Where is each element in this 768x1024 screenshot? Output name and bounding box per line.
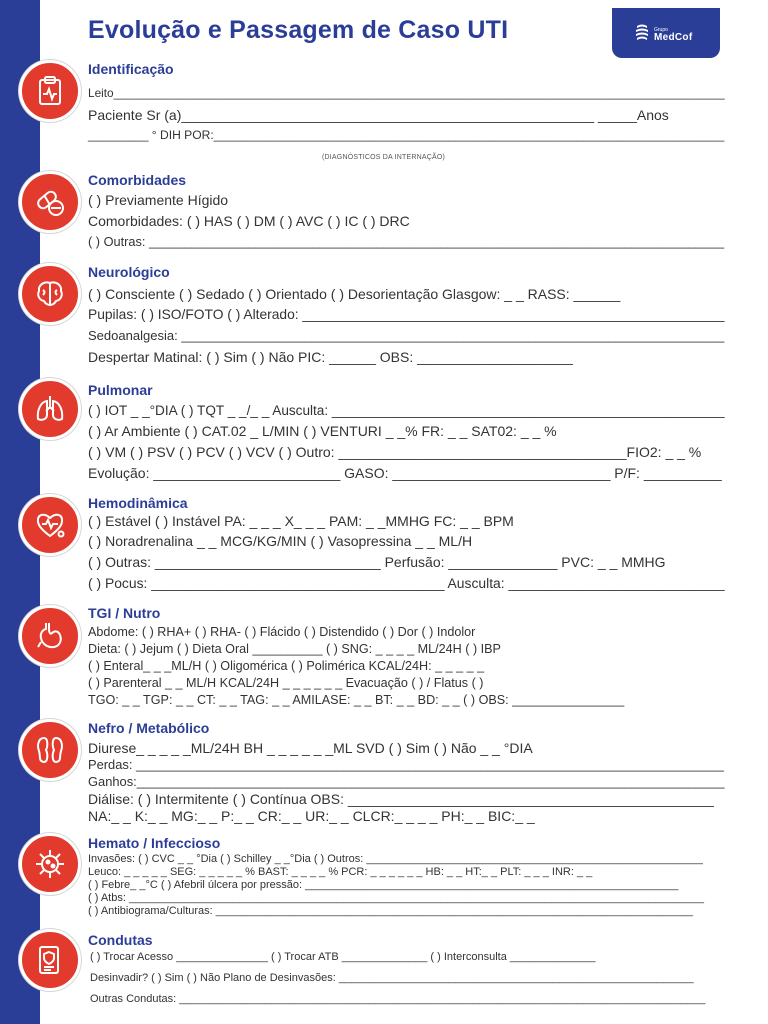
virus-icon [19, 833, 81, 895]
section-title-condutas: Condutas [88, 932, 153, 948]
field-comorbidades: Comorbidades: ( ) HAS ( ) DM ( ) AVC ( ) IC ( ) DRC [88, 213, 410, 229]
logo-brand-text: MedCof [654, 32, 693, 43]
field-diurese: Diurese_ _ _ _ _ML/24H BH _ _ _ _ _ _ML SVD ( ) Sim ( ) Não _ _ °DIA [88, 740, 533, 756]
field-ventilacao: ( ) VM ( ) PSV ( ) PCV ( ) VCV ( ) Outro: _____________________________________FIO2: _ _ % [88, 444, 702, 460]
field-ar-ambiente: ( ) Ar Ambiente ( ) CAT.02 _ L/MIN ( ) VENTURI _ _% FR: _ _ SAT02: _ _ % [88, 423, 557, 439]
section-title-nefro-metabolico: Nefro / Metabólico [88, 720, 210, 736]
heart-stethoscope-icon [19, 494, 81, 556]
section-title-comorbidades: Comorbidades [88, 172, 187, 188]
field-previamente-higido: ( ) Previamente Hígido [88, 192, 229, 208]
logo-group-text: Grupo [654, 27, 668, 33]
field-outras-condutas: Outras Condutas: ______________________________________________________________________________________ [90, 993, 706, 1005]
field-abdome: Abdome: ( ) RHA+ ( ) RHA- ( ) Flácido ( ) Distendido ( ) Dor ( ) Indolor [88, 625, 476, 639]
lungs-icon [19, 378, 81, 440]
field-pupilas: Pupilas: ( ) ISO/FOTO ( ) Alterado: _______________________________________________________ [88, 307, 725, 322]
kidney-icon [19, 719, 81, 781]
field-laboratorio-hepatico: TGO: _ _ TGP: _ _ CT: _ _ TAG: _ _ AMILASE: _ _ BT: _ _ BD: _ _ ( ) OBS: ________________ [88, 693, 625, 707]
clipboard-icon [19, 60, 81, 122]
field-atbs: ( ) Atbs: ______________________________________________________________________________________________ [88, 892, 705, 904]
logo-mark-icon [634, 23, 650, 41]
field-outras: ( ) Outras: _________________________________________________________________________________ [88, 234, 725, 249]
document-shield-icon [19, 929, 81, 991]
field-hemograma: Leuco: _ _ _ _ _ SEG: _ _ _ _ _ % BAST: _ _ _ _ % PCR: _ _ _ _ _ _ HB: _ _ HT:_ _ PLT: _ _ _ INR: _ _ [88, 866, 593, 878]
field-desinvadir: Desinvadir? ( ) Sim ( ) Não Plano de Desinvasões: __________________________________________________________ [90, 972, 694, 984]
field-invasoes: Invasões: ( ) CVC _ _ °Dia ( ) Schilley _ _°Dia ( ) Outros: _______________________________________________________ [88, 853, 703, 865]
field-perdas: Perdas: __________________________________________________________________________________ [88, 757, 724, 772]
field-ganhos: Ganhos:__________________________________________________________________________________ [88, 774, 725, 789]
field-drogas-vasoativas: ( ) Noradrenalina _ _ MCG/KG/MIN ( ) Vasopressina _ _ ML/H [88, 533, 473, 549]
field-paciente: Paciente Sr (a)_____________________________________________________ _____Anos [88, 107, 669, 123]
field-febre: ( ) Febre_ _°C ( ) Afebril úlcera por pressão: _____________________________________________________________ [88, 879, 679, 891]
field-dih: _________ ° DIH POR:____________________________________________________________________________ [88, 128, 725, 142]
section-title-pulmonar: Pulmonar [88, 382, 153, 398]
brain-icon [19, 263, 81, 325]
field-leito: Leito_____________________________________________________________________________________________ [88, 86, 725, 100]
field-sedoanalgesia: Sedoanalgesia: ___________________________________________________________________________ [88, 328, 725, 343]
field-antibiograma: ( ) Antibiograma/Culturas: ______________________________________________________________________________ [88, 905, 693, 917]
field-pocus-ausculta: ( ) Pocus: ______________________________________ Ausculta: ____________________________ [88, 575, 725, 591]
section-title-identificacao: Identificação [88, 61, 174, 77]
page-title: Evolução e Passagem de Caso UTI [88, 16, 509, 44]
field-iot-tqt: ( ) IOT _ _°DIA ( ) TQT _ _/_ _ Ausculta: ____________________________________________________ [88, 403, 725, 418]
field-evolucao-gaso: Evolução: ________________________ GASO: ____________________________ P/F: __________ [88, 465, 722, 481]
field-estabilidade: ( ) Estável ( ) Instável PA: _ _ _ X_ _ _ PAM: _ _MMHG FC: _ _ BPM [88, 513, 514, 529]
field-trocar-acesso: ( ) Trocar Acesso _______________ ( ) Trocar ATB ______________ ( ) Interconsulta ______________ [90, 951, 596, 963]
field-outras-perfusao: ( ) Outras: _____________________________ Perfusão: ______________ PVC: _ _ MMHG [88, 554, 666, 570]
pills-icon [19, 171, 81, 233]
field-eletrolitos: NA:_ _ K:_ _ MG:_ _ P:_ _ CR:_ _ UR:_ _ CLCR:_ _ _ _ PH:_ _ BIC:_ _ [88, 808, 535, 824]
section-title-hemodinamica: Hemodinâmica [88, 495, 188, 511]
diagnosticos-note: (DIAGNÓSTICOS DA INTERNAÇÃO) [322, 154, 446, 161]
section-title-neurologico: Neurológico [88, 264, 170, 280]
field-dialise: Diálise: ( ) Intermitente ( ) Contínua OBS: _______________________________________________ [88, 791, 714, 807]
section-title-hemato-infeccioso: Hemato / Infeccioso [88, 835, 221, 851]
stomach-icon [19, 605, 81, 667]
field-enteral: ( ) Enteral_ _ _ML/H ( ) Oligomérica ( ) Polimérica KCAL/24H: _ _ _ _ _ [88, 659, 485, 673]
section-title-tgi-nutro: TGI / Nutro [88, 605, 161, 621]
field-parenteral: ( ) Parenteral _ _ ML/H KCAL/24H _ _ _ _ _ _ Evacuação ( ) / Flatus ( ) [88, 676, 484, 690]
field-consciencia: ( ) Consciente ( ) Sedado ( ) Orientado ( ) Desorientação Glasgow: _ _ RASS: ______ [88, 286, 621, 302]
field-dieta: Dieta: ( ) Jejum ( ) Dieta Oral __________ ( ) SNG: _ _ _ _ ML/24H ( ) IBP [88, 642, 501, 656]
field-despertar-matinal: Despertar Matinal: ( ) Sim ( ) Não PIC: ______ OBS: ____________________ [88, 349, 573, 365]
medcof-logo [612, 8, 720, 58]
